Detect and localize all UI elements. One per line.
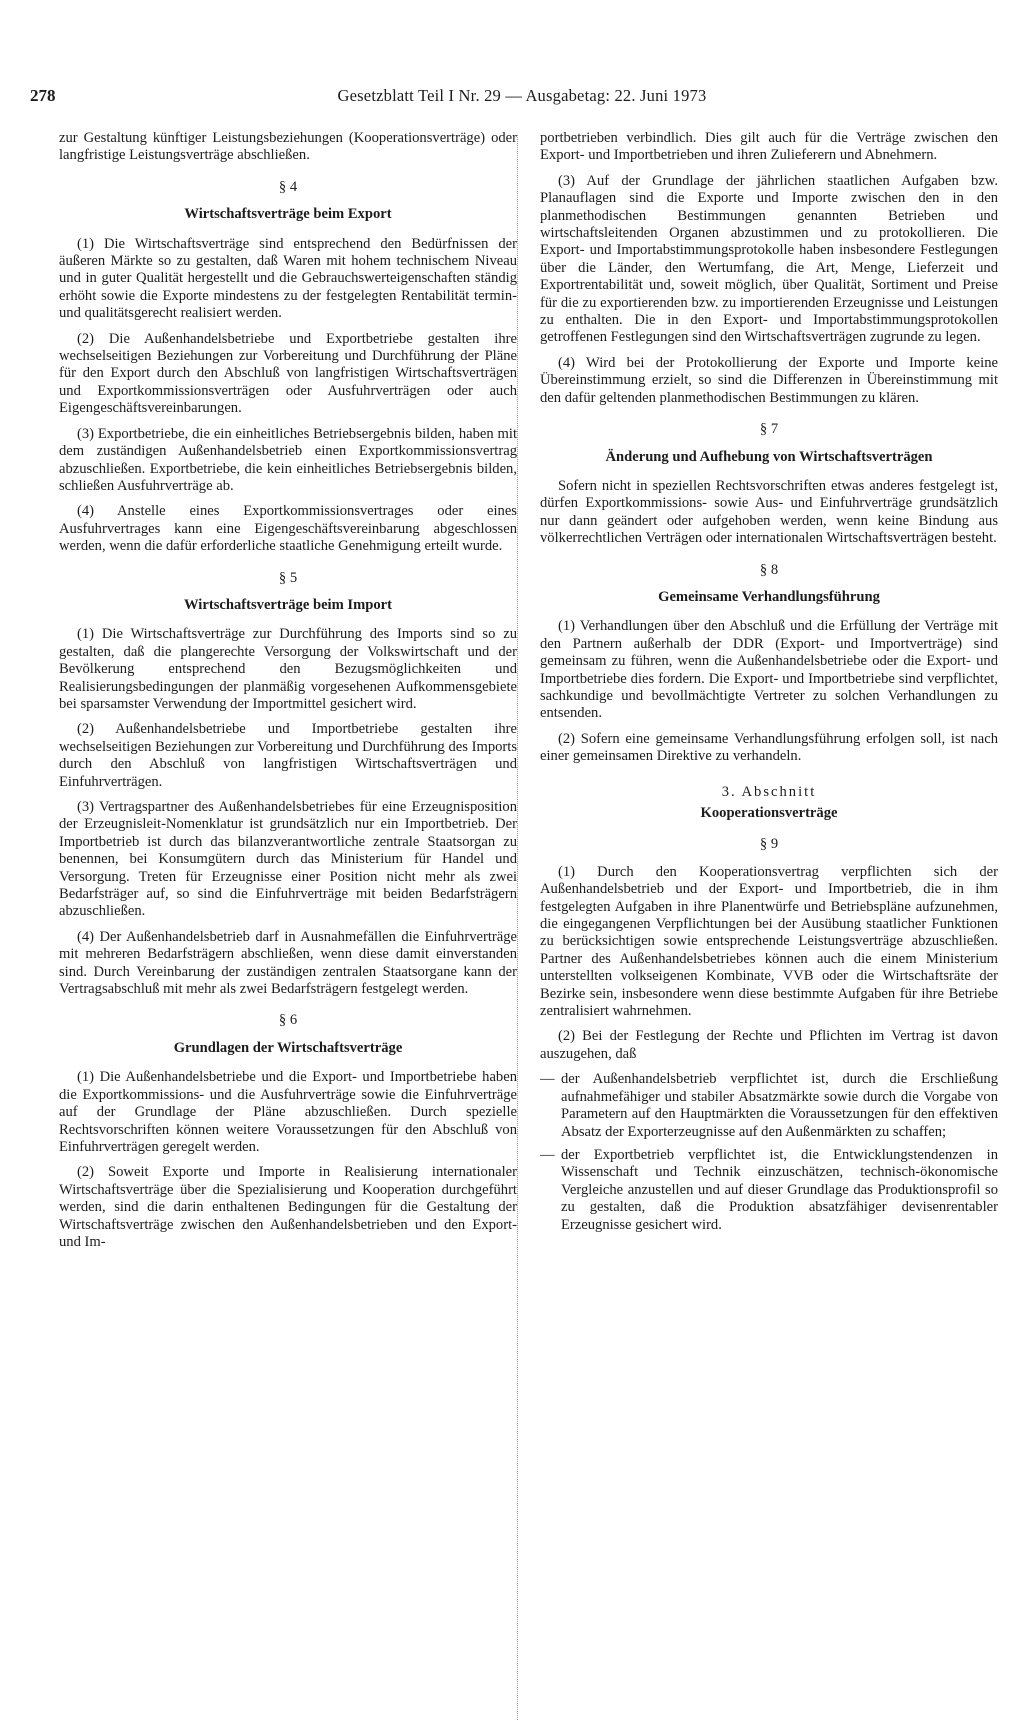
dash-bullet: — (540, 1146, 555, 1163)
list-item (540, 1071, 998, 1141)
section-5-title: Wirtschaftsverträge beim Import (183, 596, 393, 613)
column-divider (517, 135, 518, 1720)
paragraph-5-3: (3) Vertragspartner des Außenhandelsbetriebes für eine Erzeugnisposition der Erzeugnisleit-Nomenklatur ist grundsätzlich nur ein Importbetrieb. Der Importbetrieb ist durch das bilanzverantwortliche zentrale Staatsorgan zu benennen, bei Konsumgütern durch das Ministerium für Handel und Versorgung. Treten für Erzeugnisse einer Position nicht mehr als zwei Bedarfsträger auf, so sind die Einfuhrverträge mit beiden Bedarfsträgern abzuschließen. (59, 799, 517, 920)
paragraph-6-2: (2) Soweit Exporte und Importe in Realisierung internationaler Wirtschaftsverträge über die Spezialisierung und Kooperation durchgeführt werden, sind die darin enthaltenen Bedingungen für die Gestaltung der Wirtschaftsverträge zwischen den Außenhandelsbetrieben und den Export- und Im- (59, 1164, 517, 1250)
paragraph-intro: zur Gestaltung künftiger Leistungsbeziehungen (Kooperationsverträge) oder langfristige Leistungsverträge abschließen. (59, 130, 517, 164)
section-9-number: § 9 (759, 836, 779, 853)
left-column (59, 130, 517, 1259)
section-4-title: Wirtschaftsverträge beim Export (184, 206, 392, 223)
paragraph-5-1: (1) Die Wirtschaftsverträge zur Durchführung des Imports sind so zu gestalten, daß die plangerechte Versorgung der Volkswirtschaft und der Bevölkerung entsprechend den Bezugsmöglichkeiten und Realisierungsbedingungen der planmäßig vorgesehenen Aufkommensgebiete bei sparsamster Verwendung der Importmittel gesichert wird. (59, 626, 517, 712)
paragraph-6-3: (3) Auf der Grundlage der jährlichen staatlichen Aufgaben bzw. Planauflagen sind die Exporte und Importe zwischen den in den planmethodischen Bestimmungen genannten Betrieben und wirtschaftsleitenden Organen abzustimmen und zu protokollieren. Die Export- und Importabstimmungsprotokolle haben insbesondere Festlegungen über die Länder, den Wertumfang, die Art, Menge, Lieferzeit und Exportrentabilität und, soweit möglich, über Qualität, Sortiment und Preise für die zu exportierenden bzw. zu importierenden Erzeugnisse und Leistungen zu enthalten. Die in den Export- und Importabstimmungsprotokollen getroffenen Festlegungen sind den Wirtschaftsverträgen zugrunde zu legen. (540, 172, 998, 346)
list-item (540, 1147, 998, 1234)
paragraph-4-4: (4) Anstelle eines Exportkommissionsvertrages oder eines Ausfuhrvertrages kann eine Eigengeschäftsvereinbarung abgeschlossen werden, wenn die dafür erforderliche staatliche Genehmigung erteilt wurde. (59, 503, 517, 555)
paragraph-5-4: (4) Der Außenhandelsbetrieb darf in Ausnahmefällen die Einfuhrverträge mit mehreren Bedarfsträgern abschließen, wenn diese damit einverstanden sind. Durch Vereinbarung der zuständigen zentralen Staatsorgane kann der Vertragsabschluß mit mehr als zwei Bedarfsträgern festgelegt werden. (59, 928, 517, 998)
dash-bullet: — (540, 1071, 555, 1088)
section-8-title: Gemeinsame Verhandlungsführung (658, 588, 880, 605)
paragraph-6-1: (1) Die Außenhandelsbetriebe und die Export- und Importbetriebe haben die Exportkommissions- und die Ausfuhrverträge sowie die Einfuhrverträge auf der Grundlage der Pläne abzuschließen. Durch spezielle Rechtsvorschriften können weitere Voraussetzungen für den Abschluß von Einfuhrverträgen geregelt werden. (59, 1069, 517, 1155)
paragraph-4-1: (1) Die Wirtschaftsverträge sind entsprechend den Bedürfnissen der äußeren Märkte so zu gestalten, daß Waren mit hohem technischem Niveau und in guter Qualität hergestellt und die Gebrauchswerteigenschaften ständig erhöht sowie die Exporte mindestens zu der festgelegten Rentabilität termin- und qualitätsgerecht realisiert werden. (59, 235, 517, 322)
paragraph-8-1: (1) Verhandlungen über den Abschluß und die Erfüllung der Verträge mit den Partnern außerhalb der DDR (Export- und Importverträge) sind gemeinsam zu führen, wenn die Außenhandelsbetriebe oder die Export- und Importbetriebe dies fordern. Die Export- und Importbetriebe sind verpflichtet, sachkundige und bevollmächtigte Vertreter zu solchen Verhandlungen zu entsenden. (540, 618, 998, 722)
paragraph-5-2: (2) Außenhandelsbetriebe und Importbetriebe gestalten ihre wechselseitigen Beziehungen zur Vorbereitung und Durchführung des Imports durch den Abschluß von langfristigen Wirtschaftsverträgen und Einfuhrverträgen. (59, 721, 517, 790)
paragraph-9-1: (1) Durch den Kooperationsvertrag verpflichten sich der Außenhandelsbetrieb und der Export- und Importbetrieb, die in ihm festgelegten Aufgaben in ihre Planentwürfe und Betriebspläne aufzunehmen, die eingegangenen Verpflichtungen bei der Ausübung staatlicher Funktionen zu berücksichtigen sowie entsprechende Leistungsverträge abzuschließen. Partner des Außenhandelsbetriebes können auch die einem Ministerium unterstellten volkseigenen Kombinate, VVB oder die Wirtschaftsräte der Bezirke sein, insbesondere wenn diese bestimmte Aufgaben für ihre Betriebe zentralisiert wahrnehmen. (540, 863, 998, 1020)
chapter-title: Kooperationsverträge (700, 805, 838, 821)
section-7-number: § 7 (759, 421, 779, 438)
list-item-text: der Außenhandelsbetrieb verpflichtet ist, durch die Erschließung aufnahmefähiger und stabiler Absatzmärkte sowie durch die Vorgabe von Parametern auf den Hauptmärkten die Voraussetzungen für den effektiven Absatz der Exporterzeugnisse auf den Außenmärkten zu schaffen; (561, 1071, 998, 1140)
paragraph-8-2: (2) Sofern eine gemeinsame Verhandlungsführung erfolgen soll, ist nach einer gemeinsamen Direktive zu verhandeln. (540, 730, 998, 765)
paragraph-4-3: (3) Exportbetriebe, die ein einheitliches Betriebsergebnis bilden, haben mit dem zuständigen Außenhandelsbetrieb einen Exportkommissionsvertrag abzuschließen. Exportbetriebe, die kein einheitliches Betriebsergebnis bilden, schließen Ausfuhrverträge ab. (59, 425, 517, 494)
section-8-number: § 8 (759, 561, 779, 578)
section-6-title: Grundlagen der Wirtschaftsverträge (173, 1039, 403, 1056)
section-6-number: § 6 (278, 1012, 298, 1029)
paragraph-4-2: (2) Die Außenhandelsbetriebe und Exportbetriebe gestalten ihre wechselseitigen Beziehungen zur Vorbereitung und Durchführung der Pläne für den Export durch den Abschluß von langfristigen Wirtschaftsverträgen und Exportkommissionsverträgen oder Ausfuhrverträgen oder auch Eigengeschäftsvereinbarungen. (59, 330, 517, 417)
right-column (540, 130, 998, 1240)
section-7-title: Änderung und Aufhebung von Wirtschaftsverträgen (605, 448, 933, 465)
section-4-number: § 4 (278, 178, 298, 195)
header-title: Gesetzblatt Teil I Nr. 29 — Ausgabetag: 22. Juni 1973 (337, 86, 707, 105)
section-5-number: § 5 (278, 569, 298, 586)
page-header (30, 86, 994, 110)
paragraph-9-2: (2) Bei der Festlegung der Rechte und Pflichten im Vertrag ist davon auszugehen, daß (540, 1028, 998, 1062)
paragraph-6-2-continued: portbetrieben verbindlich. Dies gilt auch für die Verträge zwischen den Export- und Importbetrieben und ihren Zulieferern und Abnehmern. (540, 130, 998, 164)
page-number: 278 (30, 86, 56, 105)
paragraph-7-1: Sofern nicht in speziellen Rechtsvorschriften etwas anderes festgelegt ist, dürfen Exportkommissions- sowie Aus- und Einfuhrverträge grundsätzlich nur dann geändert oder aufgehoben werden, wenn keine Bindung aus völkerrechtlichen Verträgen oder internationalen Wirtschaftsverträgen besteht. (540, 477, 998, 547)
paragraph-6-4: (4) Wird bei der Protokollierung der Exporte und Importe keine Übereinstimmung erzielt, so sind die Differenzen in Übereinstimmung mit den dafür geltenden planmethodischen Bestimmungen zu klären. (540, 354, 998, 406)
list-item-text: der Exportbetrieb verpflichtet ist, die Entwicklungstendenzen in Wissenschaft und Technik einzuschätzen, technisch-ökonomische Vergleiche anzustellen und auf dieser Grundlage das Produktionsprofil so zu gestalten, daß die Produktion absatzfähiger devisenrentabler Erzeugnisse gesichert wird. (561, 1146, 998, 1233)
chapter-label: 3. Abschnitt (721, 783, 817, 800)
